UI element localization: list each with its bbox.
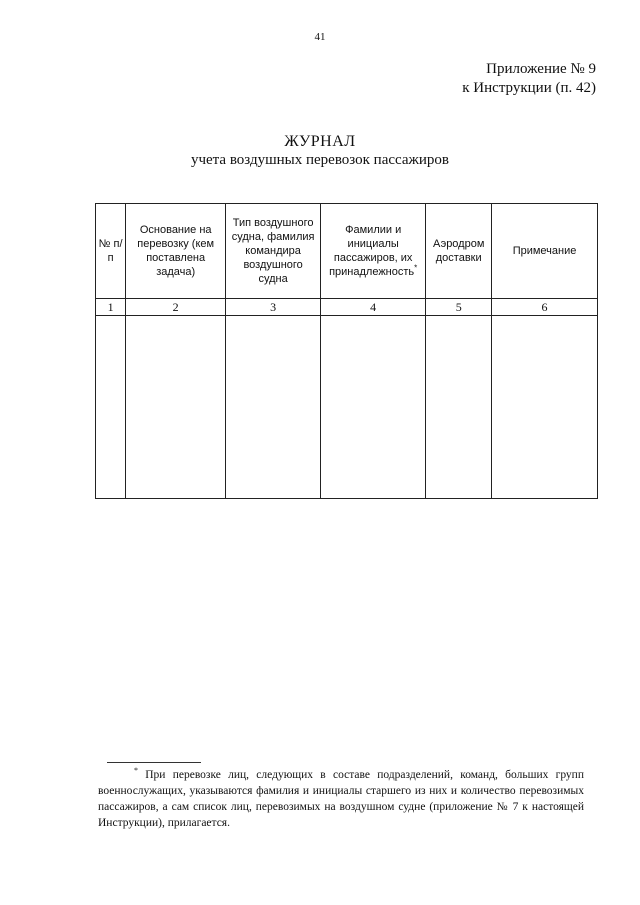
column-number: 3: [226, 299, 321, 316]
journal-table: [95, 203, 598, 499]
header-cell-aerodrome: Аэродром доставки: [426, 204, 492, 299]
column-number: 1: [96, 299, 126, 316]
footnote-mark: *: [134, 766, 138, 776]
column-number: 5: [426, 299, 492, 316]
column-number: 6: [492, 299, 598, 316]
empty-cell: [492, 316, 598, 499]
empty-cell: [321, 316, 426, 499]
empty-cell: [96, 316, 126, 499]
page-number: 41: [314, 31, 326, 43]
header-cell-passengers: [321, 204, 426, 299]
document-subtitle: учета воздушных перевозок пассажиров: [190, 152, 450, 168]
header-cell-note: Примечание: [492, 204, 598, 299]
appendix-line-2: к Инструкции (п. 42): [462, 80, 596, 96]
empty-cell: [426, 316, 492, 499]
title-block: [0, 132, 640, 170]
column-number: 2: [126, 299, 226, 316]
footnote: [98, 767, 584, 831]
footnote-separator: [107, 762, 201, 763]
column-number: 4: [321, 299, 426, 316]
table-header-row: [96, 204, 598, 299]
footnote-reference-mark: *: [414, 263, 418, 273]
appendix-line-1: Приложение № 9: [486, 61, 596, 77]
header-cell-number: № п/п: [96, 204, 126, 299]
footnote-text: При перевозке лиц, следующих в составе подразделений, команд, больших групп военнослужащих, указываются фамилия и инициалы старшего из них и количество перевозимых пассажиров, а сам список лиц, перевозимых на воздушном судне (приложение № 7 к настоящей Инструкции), прилагается.: [98, 769, 584, 829]
column-number-row: [96, 299, 598, 316]
header-cell-aircraft: Тип воздушного судна, фамилия командира воздушного судна: [226, 204, 321, 299]
document-title: ЖУРНАЛ: [284, 133, 356, 150]
header-passengers-label: Фамилии и инициалы пассажиров, их принадлежность: [329, 224, 415, 278]
appendix-reference: [462, 60, 596, 98]
empty-cell: [226, 316, 321, 499]
empty-cell: [126, 316, 226, 499]
empty-entry-row: [96, 316, 598, 499]
header-cell-basis: Основание на перевозку (кем поставлена задача): [126, 204, 226, 299]
